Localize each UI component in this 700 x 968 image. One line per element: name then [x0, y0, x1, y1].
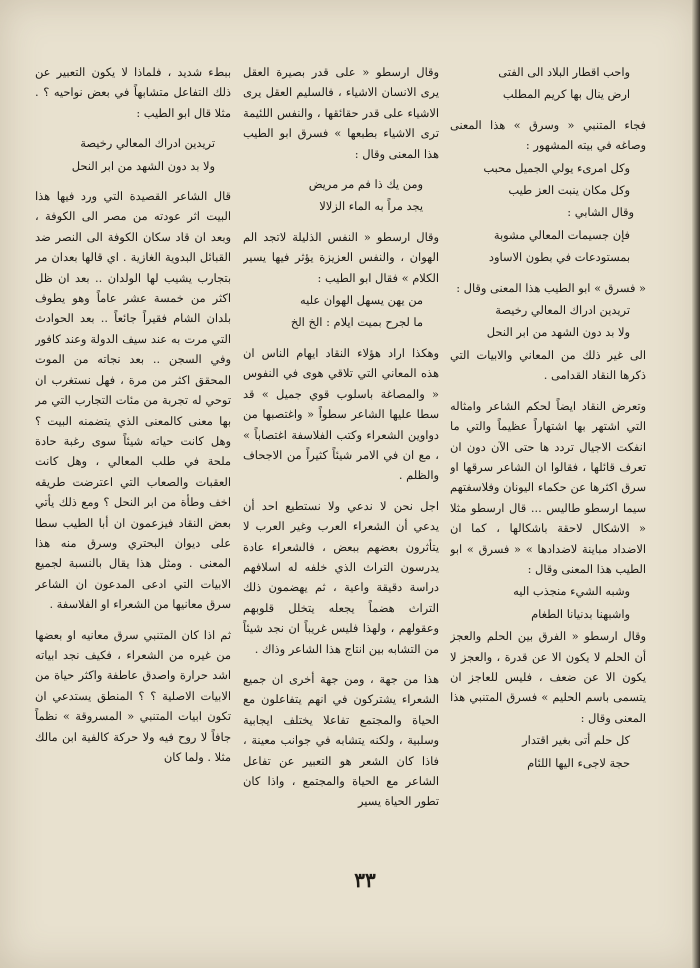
paragraph: وهكذا اراد هؤلاء النقاد ايهام الناس ان هذه المعاني التي تلاقي هوى في النفوس « والمصاغة باسلوب قوي جميل » قد سطا عليها الشاعر سطواً « واغتصبها من دواوين الشعراء وكتب الفلاسفة اغتصاباً » ، مع ان في الامر شيئاً كثيراً من الاجحاف والظلم . — [243, 345, 439, 483]
verse-line: واحب اقطار البلاد الى الفتى — [498, 65, 630, 79]
verse-line: ومن يك ذا فم مر مريض — [308, 177, 423, 192]
paragraph: اجل نحن لا ندعي ولا نستطيع احد أن يدعي أن الشعراء العرب وغير العرب لا يتأثرون بعضهم ببعض ، فالشعراء عادة يدرسون التراث الذي خلفه له اسلافهم دراسة دقيقة واعية ، ثم يهضمون ذلك التراث هضماً يجعله يتخلل قلوبهم وعقولهم ، ولهذا فليس غريباً ان نجد شيئاً من التشابه بين انتاج هذا الشاعر وذاك . — [243, 498, 439, 656]
verse-line: تريدين ادراك المعالي رخيصة — [495, 303, 630, 318]
verse-line: وكل مكان ينبت العز طيب — [508, 183, 630, 198]
paragraph: وقال ارسطو « النفس الذليلة لاتجد الم الهوان ، والنفس العزيزة يؤثر فيها يسير الكلام » فقال ابو الطيب : — [243, 229, 439, 285]
verse-line: ما لجرح بميت ايلام : الخ الخ — [290, 315, 423, 330]
verse-line: ولا بد دون الشهد من ابر النحل — [486, 325, 630, 340]
page-number: ٣٣ — [354, 868, 376, 892]
paragraph: وتعرض النقاد ايضاً لحكم الشاعر وامثاله التي اشتهر بها اشتهاراً عظيماً والتي ما انفكت الاجيال تردد ها حتى الآن دون ان تعرف قائلها ، فقالوا ان الشاعر سرقها او سرق اكثرها عن حكماء اليونان وفلاسفتهم سيما ارسطو طاليس ... قال ارسطو مثلا « الاشكال لاحقة باشكالها ، كما ان الاضداد مباينة لاضدادها » « فسرق » ابو الطيب هذا المعنى وقال : — [450, 398, 646, 576]
verse-line: كل حلم أتى بغير اقتدار — [522, 733, 630, 748]
paragraph: وقال ارسطو « الفرق بين الحلم والعجز أن الحلم لا يكون الا عن قدرة ، والعجز لا يكون الا عن ضعف ، فليس للعاجز ان يتسمى باسم الحليم » فسرق المتنبي هذا المعنى وقال : — [450, 629, 646, 725]
verse-line: ولا بد دون الشهد من ابر النحل — [71, 158, 215, 173]
verse-line: من يهن يسهل الهوان عليه — [300, 293, 423, 308]
verse-line: وكل امرىء يولي الجميل محبب — [483, 160, 630, 175]
verse-line: حجة لاجىء اليها اللئام — [527, 755, 630, 770]
text-column-left — [35, 62, 231, 882]
paragraph: قال الشاعر القصيدة التي ورد فيها هذا البيت اثر عودته من مصر الى الكوفة ، وبعد ان قاد سكان الكوفة الى النصر ضد القبائل البدوية الغازية . اي قالها بعدان مر بتجارب يشيب لها الولدان .. بعد ان ظل اكثر من خمسة عشر عاماً وهو يطوف بلدان الشام فقيراً جائعاً .. بعد الحوادث التي مرت به عند سيف الدولة وعند كافور وفي السجن .. بعد نجاته من الموت المحقق اكثر من مرة ، فهل نستغرب ان توحي له تجربة من مئات التجارب التي مر بها معنى كالمعنى الذي يتضمنه البيت ؟ وهل كانت حياته شيئاً سوى رغبة حادة ملحة في طلب المعالي ، وهل كانت العقبات والصعاب التي اعترضت طريقه اخف وطأة من ابر النحل ؟ ومع ذلك يأتي بعض النقاد فيزعمون ان أبا الطيب سطا على ديوان البحتري وسرق منه هذا المعنى . ومثل هذا يقال بالنسبة لجميع الابيات التي ادعى المدعون ان الشاعر سرق معانيها من الشعراء او الفلاسفة . — [35, 189, 231, 612]
text-column-right — [450, 62, 646, 882]
paragraph: الى غير ذلك من المعاني والابيات التي ذكرها النقاد القدامى . — [450, 347, 646, 383]
paragraph: فجاء المتنبي « وسرق » هذا المعنى وصاغه في بيته المشهور : — [450, 117, 646, 153]
verse-line: فإن جسيمات المعالي مشوبة — [493, 227, 630, 242]
paragraph: وقال الشابي : — [567, 205, 634, 220]
text-column-middle — [243, 62, 439, 882]
verse-line: واشبهنا بدنيانا الطغام — [531, 606, 630, 621]
verse-line: ارض ينال بها كريم المطلب — [502, 87, 630, 102]
paragraph: هذا من جهة ، ومن جهة أخرى ان جميع الشعراء يشتركون في انهم يتفاعلون مع الحياة والمجتمع تفاعلا يختلف ايجابية وسلبية ، ولكنه يتشابه في جوانب معينة ، فاذا كان الشعر هو التعبير عن تفاعل الشاعر مع الحياة والمجتمع ، واذا كان تطور الحياة يسير — [243, 671, 439, 809]
paragraph: ثم اذا كان المتنبي سرق معانيه او بعضها من غيره من الشعراء ، فكيف نجد ابياته اشد حرارة واصدق عاطفة واكثر حياة من الابيات الاصلية ؟ ؟ المنطق يستدعي ان تكون ابيات المتنبي « المسروقة » نظماً جافاً لا روح فيه ولا حركة كالفية ابن مالك مثلا . ولما كان — [35, 627, 231, 764]
paragraph: ببطء شديد ، فلماذا لا يكون التعبير عن ذلك التفاعل متشابهاً في بعض نواحيه ؟ . مثلا قال ابو الطيب : — [35, 65, 231, 120]
verse-line: يجد مراً به الماء الزلالا — [319, 199, 423, 214]
paragraph: وقال ارسطو « على قدر بصيرة العقل يرى الانسان الاشياء ، فالسليم العقل يرى الاشياء على قدر حقائقها ، والنفس اللئيمة ترى الاشياء بطبعها » فسرق ابو الطيب هذا المعنى وقال : — [243, 65, 439, 161]
verse-line: تريدين ادراك المعالي رخيصة — [80, 136, 215, 151]
paragraph: « فسرق » ابو الطيب هذا المعنى وقال : — [456, 280, 646, 295]
verse-line: وشبه الشيء منجذب اليه — [513, 584, 630, 599]
page-edge-shadow — [692, 0, 700, 968]
verse-line: بمستودعات في بطون الاساود — [488, 250, 630, 265]
